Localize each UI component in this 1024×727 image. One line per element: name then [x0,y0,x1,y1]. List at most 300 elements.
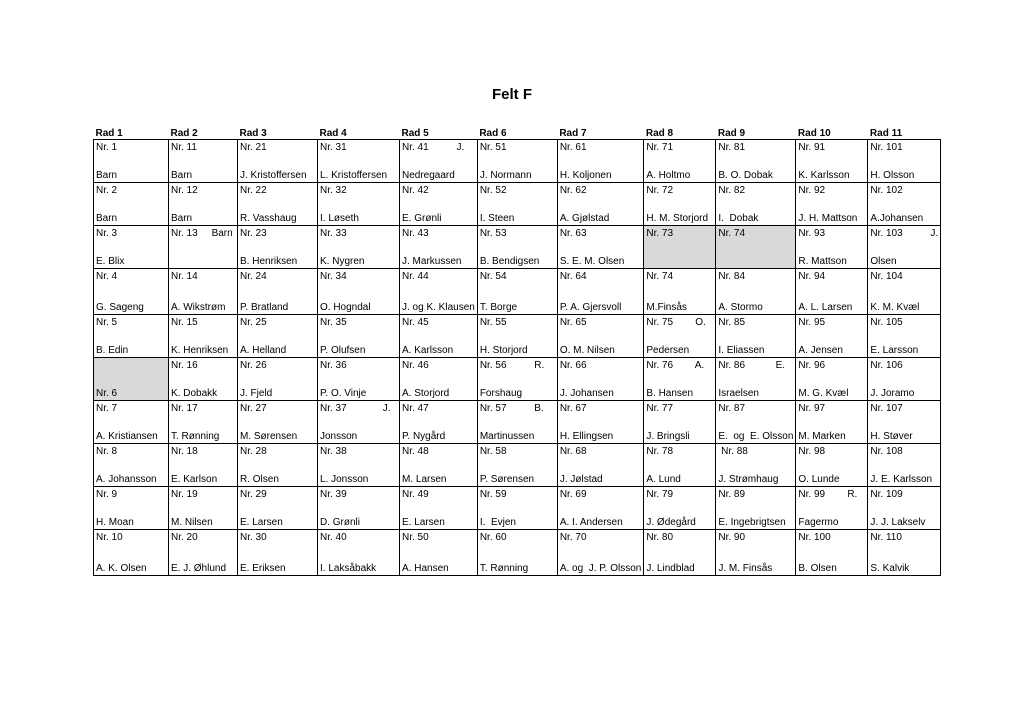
page-title: Felt F [492,86,532,103]
grave-cell [318,140,400,183]
plot-name: I. Steen [479,213,515,224]
plot-name: J. Bringsli [646,431,690,442]
grave-grid-table [93,125,941,576]
plot-name: D. Grønli [320,517,360,528]
plot-name: Barn [171,213,193,224]
plot-number: Nr. 43 [402,228,429,239]
plot-name: M. Nilsen [171,517,213,528]
plot-number: Nr. 33 [320,228,347,239]
column-header: Rad 7 [559,128,587,139]
grave-cell [557,269,644,315]
plot-number: Nr. 110 [870,532,902,543]
grave-cell [868,226,941,269]
grave-cell [477,140,557,183]
plot-name: A. Wikstrøm [171,302,226,313]
plot-name: J. J. Lakselv [870,517,926,528]
plot-number: Nr. 55 [479,317,507,328]
plot-name: J. Jølstad [559,474,603,485]
grave-cell [477,269,557,315]
plot-number: Nr. 60 [479,532,507,543]
plot-name: P. Nygård [402,431,446,442]
plot-name: Israelsen [718,388,759,399]
grave-cell [169,183,238,226]
plot-number: Nr. 14 [171,271,198,282]
grave-cell [477,226,557,269]
grave-cell [400,401,478,444]
grave-cell [238,530,318,576]
plot-name: Jonsson [320,431,358,442]
plot-name: T. Rønning [479,563,529,574]
plot-number: Nr. 7 [96,403,118,414]
plot-number: Nr. 61 [559,142,587,153]
grave-cell [868,487,941,530]
column-header: Rad 9 [717,128,746,139]
plot-number: Nr. 34 [320,271,347,282]
plot-number: Nr. 71 [646,142,674,153]
plot-name: H. M. Storjord [646,213,709,224]
grave-cell [477,315,557,358]
plot-number: Nr. 90 [718,532,746,543]
grave-cell [716,358,796,401]
grave-cell [796,487,868,530]
plot-number: Nr. 51 [479,142,507,153]
grave-cell [400,140,478,183]
header-row [94,125,941,140]
plot-name: Barn [96,213,118,224]
grave-cell [169,530,238,576]
plot-number: Nr. 10 [96,532,123,543]
grave-cell [796,315,868,358]
plot-name: H. Storjord [479,345,528,356]
plot-number: Nr. 28 [240,446,267,457]
plot-number: Nr. 82 [718,185,746,196]
plot-number: Nr. 87 [718,403,746,414]
plot-name: K. Henriksen [171,345,229,356]
plot-number: Nr. 65 [559,317,587,328]
grave-cell [94,487,169,530]
plot-name: M. G. Kvæl [798,388,849,399]
plot-name: E. Ingebrigtsen [718,517,786,528]
grave-cell [557,183,644,226]
plot-name: B. Edin [96,345,129,356]
plot-name: I. Laksåbakk [320,563,377,574]
plot-name: B. O. Dobak [718,170,773,181]
grave-cell [796,530,868,576]
plot-number: Nr. 19 [171,489,198,500]
plot-number: Nr. 108 [870,446,903,457]
plot-name: Nedregaard [402,170,455,181]
grave-cell [169,358,238,401]
plot-name: Barn [171,170,193,181]
plot-number: Nr. 78 [646,446,674,457]
column-header: Rad 1 [95,128,123,139]
plot-name: A. Kristiansen [96,431,158,442]
plot-name: Forshaug [479,388,523,399]
column-header: Rad 11 [869,128,903,139]
plot-name: E. Eriksen [240,563,286,574]
plot-name: J. Joramo [870,388,915,399]
plot-number: Nr. 95 [798,317,826,328]
column-header: Rad 3 [239,128,267,139]
plot-name: O. Lunde [798,474,840,485]
plot-number: Nr. 27 [240,403,267,414]
table-row [94,183,941,226]
plot-name: A. I. Andersen [559,517,623,528]
plot-name: I. Evjen [479,517,516,528]
plot-number: Nr. 20 [171,532,198,543]
plot-name: S. Kalvik [870,563,910,574]
grave-cell [716,444,796,487]
plot-number: Nr. 42 [402,185,429,196]
plot-number: Nr. 39 [320,489,347,500]
plot-name: Pedersen [646,345,690,356]
grave-cell [796,269,868,315]
table-row [94,140,941,183]
plot-number: Nr. 97 [798,403,826,414]
plot-name: A.Johansen [870,213,924,224]
plot-name: B. Olsen [798,563,837,574]
plot-number: Nr. 63 [559,228,587,239]
plot-name: O. M. Nilsen [559,345,615,356]
plot-number: Nr. 74 [718,228,746,239]
grave-cell [868,401,941,444]
grave-cell [400,358,478,401]
grave-cell [169,444,238,487]
plot-name: L. Kristoffersen [320,170,388,181]
grave-cell [868,358,941,401]
plot-name: A. Lund [646,474,681,485]
plot-name: Martinussen [479,431,535,442]
plot-name: R. Olsen [240,474,279,485]
plot-name: E. Blix [96,256,125,267]
plot-name: A. Stormo [718,302,763,313]
grave-cell [716,401,796,444]
grave-cell [716,226,796,269]
grave-cell [477,444,557,487]
plot-number: Nr. 59 [479,489,507,500]
plot-name: M.Finsås [646,302,687,313]
grave-cell [477,401,557,444]
grave-cell [318,444,400,487]
grave-cell [796,444,868,487]
plot-number: Nr. 77 [646,403,674,414]
grave-cell [238,269,318,315]
plot-number: Nr. 81 [718,142,746,153]
plot-name: S. E. M. Olsen [559,256,625,267]
plot-number: Nr. 91 [798,142,826,153]
plot-number: Nr. 107 [870,403,903,414]
plot-name: H. Moan [96,517,134,528]
plot-number: Nr. 17 [171,403,198,414]
plot-name: H. Olsson [870,170,915,181]
plot-number: Nr. 109 [870,489,903,500]
plot-number: Nr. 74 [646,271,674,282]
table-row [94,444,941,487]
plot-name: A. Helland [240,345,287,356]
plot-name: J. Kristoffersen [240,170,307,181]
plot-name: E. Grønli [402,213,442,224]
plot-name: H. Ellingsen [559,431,614,442]
grave-cell [94,269,169,315]
plot-number: Nr. 67 [559,403,587,414]
plot-name: Nr. 6 [96,388,118,399]
plot-name: G. Sageng [96,302,144,313]
plot-name: B. Hansen [646,388,694,399]
grave-cell [94,444,169,487]
plot-number: Nr. 35 [320,317,347,328]
plot-number: Nr. 26 [240,360,267,371]
plot-name: O. Hogndal [320,302,371,313]
plot-name: E. Karlson [171,474,218,485]
table-row [94,315,941,358]
plot-number: Nr. 12 [171,185,198,196]
plot-number: Nr. 70 [559,532,587,543]
plot-name: J. Lindblad [646,563,695,574]
plot-name: T. Rønning [171,431,220,442]
plot-name: Olsen [870,256,897,267]
plot-name: J. H. Mattson [798,213,858,224]
grave-cell [644,315,716,358]
plot-number: Nr. 75 O. [646,317,706,328]
plot-number: Nr. 94 [798,271,826,282]
plot-number: Nr. 41 J. [402,142,465,153]
plot-name: K. Nygren [320,256,365,267]
grave-cell [716,269,796,315]
plot-number: Nr. 84 [718,271,746,282]
grave-cell [644,487,716,530]
plot-number: Nr. 44 [402,271,429,282]
grave-cell [868,183,941,226]
plot-name: E. og E. Olsson [718,431,794,442]
grave-cell [796,358,868,401]
grave-cell [644,183,716,226]
plot-name: J. Johansen [559,388,614,399]
grave-cell [94,183,169,226]
plot-number: Nr. 45 [402,317,429,328]
column-header: Rad 5 [401,128,429,139]
plot-name: M. Sørensen [240,431,298,442]
plot-number: Nr. 22 [240,185,267,196]
grave-cell [238,401,318,444]
column-header: Rad 4 [319,128,347,139]
grave-cell [796,140,868,183]
plot-name: R. Mattson [798,256,847,267]
plot-number: Nr. 9 [96,489,118,500]
plot-number: Nr. 53 [479,228,507,239]
grave-cell [318,530,400,576]
grave-cell [557,530,644,576]
grave-cell [868,530,941,576]
grave-cell [868,269,941,315]
table-row [94,487,941,530]
grave-cell [477,358,557,401]
grave-cell [557,444,644,487]
grave-cell [169,226,238,269]
plot-number: Nr. 30 [240,532,267,543]
grave-cell [94,358,169,401]
grave-cell [400,269,478,315]
grave-cell [169,487,238,530]
grave-cell [716,487,796,530]
grave-cell [716,140,796,183]
plot-name: J. Fjeld [240,388,273,399]
plot-name: A. og J. P. Olsson [559,563,642,574]
grave-cell [94,530,169,576]
plot-number: Nr. 16 [171,360,198,371]
grave-cell [400,226,478,269]
plot-name: P. O. Vinje [320,388,367,399]
grave-cell [318,226,400,269]
grave-cell [318,269,400,315]
plot-number: Nr. 50 [402,532,429,543]
grave-cell [169,269,238,315]
plot-name: M. Larsen [402,474,447,485]
plot-number: Nr. 68 [559,446,587,457]
grave-cell [716,315,796,358]
plot-number: Nr. 2 [96,185,118,196]
plot-name: J. Ødegård [646,517,696,528]
plot-name: E. J. Øhlund [171,563,227,574]
plot-name: A. Gjølstad [559,213,610,224]
grave-cell [477,183,557,226]
grid-body [94,140,941,576]
plot-number: Nr. 58 [479,446,507,457]
plot-number: Nr. 21 [240,142,267,153]
grave-cell [238,183,318,226]
grave-cell [169,315,238,358]
plot-name: P. Olufsen [320,345,366,356]
plot-name: T. Borge [479,302,518,313]
plot-name: E. Larsen [402,517,445,528]
grave-cell [169,401,238,444]
plot-number: Nr. 23 [240,228,267,239]
plot-number: Nr. 73 [646,228,674,239]
plot-name: A. L. Larsen [798,302,853,313]
plot-number: Nr. 103 J. [870,228,939,239]
column-header: Rad 6 [479,128,507,139]
grave-cell [716,183,796,226]
plot-number: Nr. 72 [646,185,674,196]
plot-name: K. Karlsson [798,170,850,181]
grave-cell [318,487,400,530]
table-row [94,401,941,444]
plot-name: A. Karlsson [402,345,454,356]
plot-number: Nr. 89 [718,489,746,500]
table-row [94,269,941,315]
plot-number: Nr. 69 [559,489,587,500]
column-header: Rad 8 [645,128,674,139]
plot-name: P. A. Gjersvoll [559,302,622,313]
grave-cell [400,487,478,530]
grave-cell [94,226,169,269]
plot-name: P. Bratland [240,302,289,313]
grave-cell [644,358,716,401]
plot-name: A. Storjord [402,388,450,399]
plot-number: Nr. 92 [798,185,826,196]
plot-number: Nr. 57 B. [479,403,544,414]
plot-number: Nr. 36 [320,360,347,371]
grave-cell [557,315,644,358]
grave-cell [169,140,238,183]
plot-number: Nr. 96 [798,360,826,371]
grave-cell [400,315,478,358]
plot-number [96,358,166,359]
plot-name: J. M. Finsås [718,563,773,574]
plot-number: Nr. 104 [870,271,903,282]
plot-number: Nr. 31 [320,142,347,153]
plot-number: Nr. 18 [171,446,198,457]
plot-name: I. Eliassen [718,345,765,356]
grave-cell [238,226,318,269]
plot-number: Nr. 99 R. [798,489,858,500]
plot-number: Nr. 48 [402,446,429,457]
plot-number: Nr. 24 [240,271,267,282]
grave-cell [868,444,941,487]
plot-number: Nr. 4 [96,271,118,282]
plot-name: J. Markussen [402,256,462,267]
grave-cell [477,487,557,530]
grave-cell [796,401,868,444]
plot-name: A. K. Olsen [96,563,147,574]
column-header: Rad 10 [797,128,831,139]
plot-number: Nr. 13 Barn [171,228,233,239]
plot-number: Nr. 52 [479,185,507,196]
plot-number: Nr. 3 [96,228,118,239]
plot-number: Nr. 29 [240,489,267,500]
plot-number: Nr. 101 [870,142,903,153]
grave-cell [557,226,644,269]
plot-name: A. Johansson [96,474,157,485]
grave-cell [868,140,941,183]
grave-cell [644,226,716,269]
plot-number: Nr. 38 [320,446,347,457]
plot-number: Nr. 80 [646,532,674,543]
grave-cell [868,315,941,358]
grave-cell [400,530,478,576]
grave-cell [94,140,169,183]
grave-cell [557,401,644,444]
plot-name: K. Dobakk [171,388,218,399]
plot-name: B. Henriksen [240,256,298,267]
grave-cell [238,140,318,183]
plot-number: Nr. 66 [559,360,587,371]
plot-number: Nr. 56 R. [479,360,545,371]
grave-cell [318,183,400,226]
table-row [94,226,941,269]
plot-number: Nr. 88 [718,446,748,457]
grave-cell [238,358,318,401]
plot-name: J. E. Karlsson [870,474,933,485]
grave-cell [477,530,557,576]
grave-cell [400,444,478,487]
grave-cell [796,183,868,226]
plot-number: Nr. 102 [870,185,903,196]
plot-name: L. Jonsson [320,474,369,485]
plot-number: Nr. 106 [870,360,903,371]
plot-number: Nr. 98 [798,446,826,457]
plot-name: I. Løseth [320,213,359,224]
grave-cell [238,487,318,530]
plot-name: H. Støver [870,431,913,442]
plot-number: Nr. 79 [646,489,674,500]
grave-cell [318,358,400,401]
grave-cell [557,487,644,530]
grave-cell [557,358,644,401]
plot-number: Nr. 8 [96,446,118,457]
plot-name: A. Jensen [798,345,843,356]
plot-number: Nr. 100 [798,532,831,543]
grave-cell [238,315,318,358]
